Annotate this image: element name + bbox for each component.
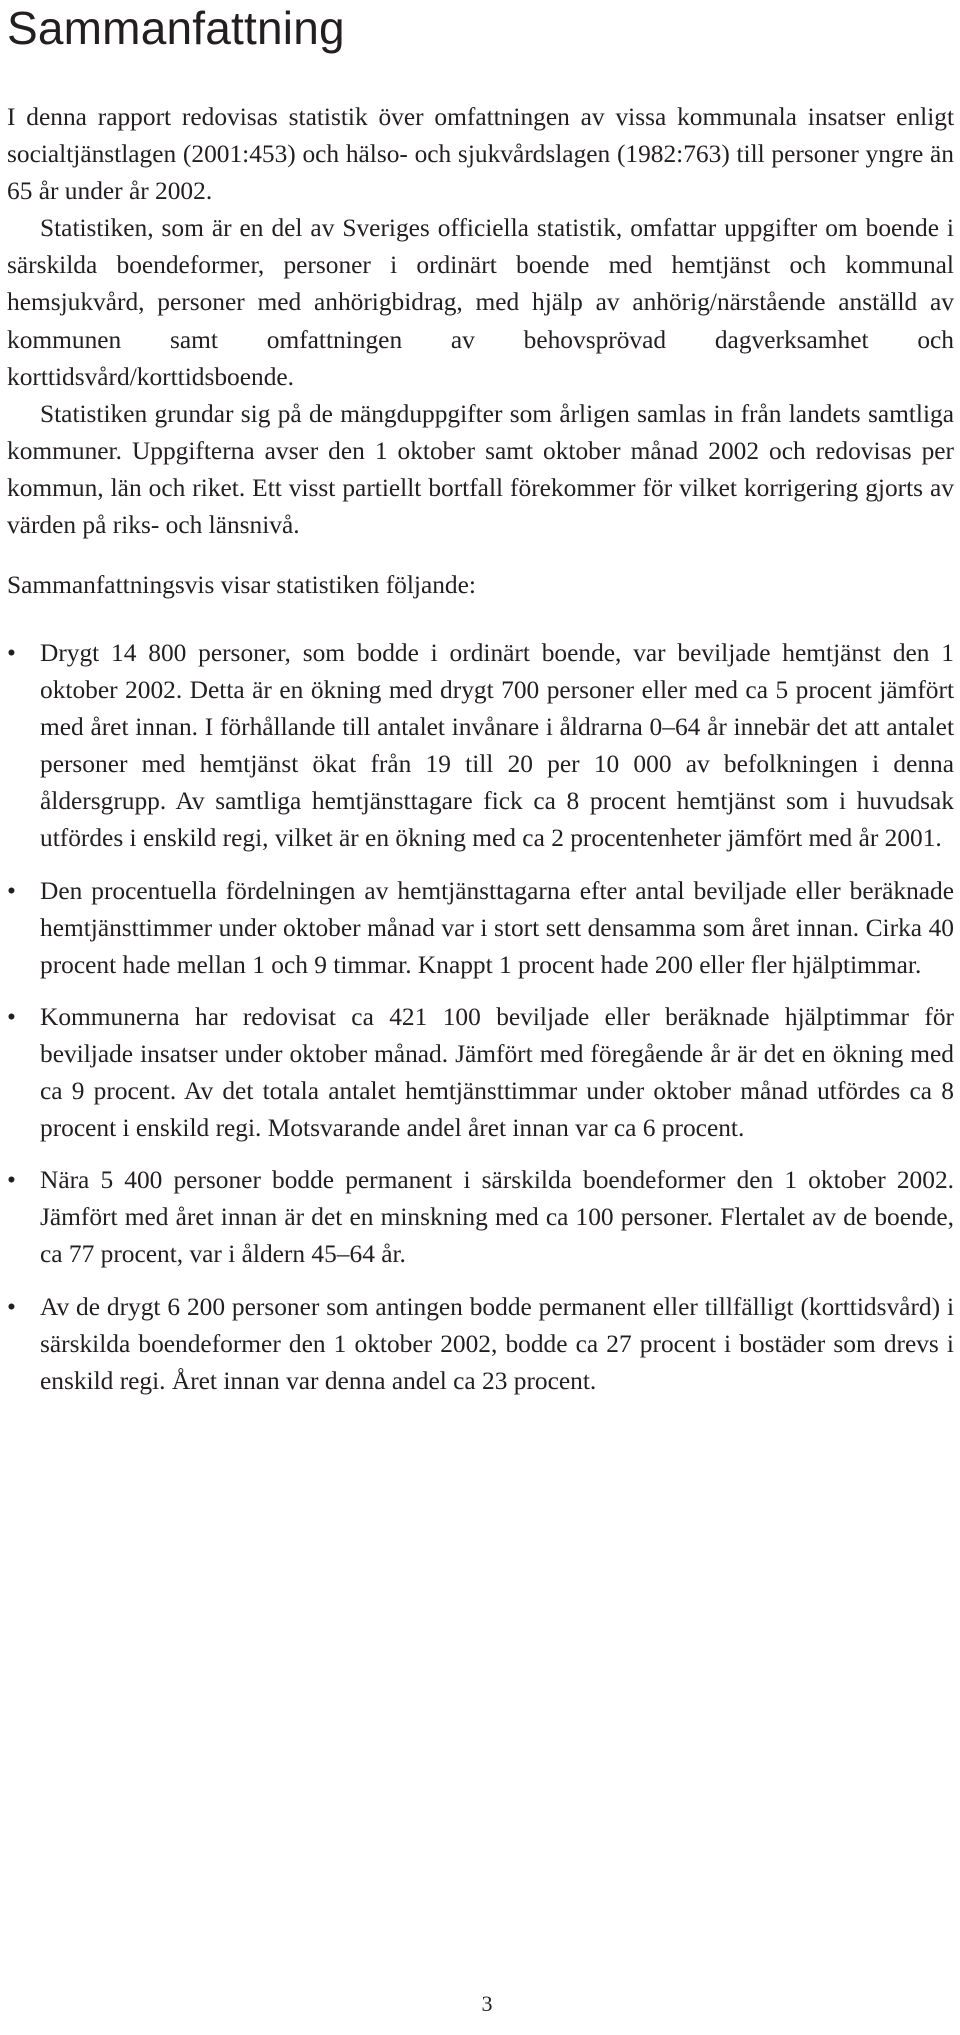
intro-paragraph: Statistiken grundar sig på de mängduppgifter som årligen samlas in från landets samtliga kommuner. Uppgifterna avser den 1 oktober samt oktober månad 2002 och redovisas per kommun, län och riket. Ett visst partiellt bortfall förekommer för vilket korrigering gjorts av värden på riks- och länsnivå.: [7, 399, 954, 540]
list-item: [0, 1289, 960, 1400]
intro-paragraph: I denna rapport redovisas statistik över omfattningen av vissa kommunala insatser enligt socialtjänstlagen (2001:453) och hälso- och sjukvårdslagen (1982:763) till personer yngre än 65 år under år 2002.: [7, 103, 954, 206]
bullet-text: Den procentuella fördelningen av hemtjänsttagarna efter antal beviljade eller beräknade hemtjänsttimmer under oktober månad var i stort sett densamma som året innan. Cirka 40 procent hade mellan 1 och 9 timmar. Knappt 1 procent hade 200 eller fler hjälptimmar.: [40, 876, 954, 979]
bullet-icon: •: [7, 1292, 16, 1321]
page-number: 3: [481, 1991, 493, 2016]
list-item: [0, 873, 960, 984]
list-item: [0, 635, 960, 858]
bullet-text: Drygt 14 800 personer, som bodde i ordinärt boende, var beviljade hemtjänst den 1 oktober 2002. Detta är en ökning med drygt 700 personer eller med ca 5 procent jämfört med året innan. I förhållande till antalet invånare i åldrarna 0–64 år innebär det att antalet personer med hemtjänst ökat från 19 till 20 per 10 000 av befolkningen i denna åldersgrupp. Av samtliga hemtjänsttagare fick ca 8 procent hemtjänst som i huvudsak utfördes i enskild regi, vilket är en ökning med ca 2 procentenheter jämfört med år 2001.: [40, 639, 954, 853]
bullet-text: Kommunerna har redovisat ca 421 100 beviljade eller beräknade hjälptimmar för beviljade insatser under oktober månad. Jämfört med föregående år är det en ökning med ca 9 procent. Av det totala antalet hemtjänsttimmar under oktober månad utfördes ca 8 procent i enskild regi. Motsvarande andel året innan var ca 6 procent.: [40, 1002, 954, 1143]
bullet-icon: •: [7, 876, 16, 905]
list-item: [0, 1162, 960, 1273]
bullet-icon: •: [7, 1002, 16, 1031]
bullet-icon: •: [7, 1166, 16, 1195]
summary-bullet-list: [0, 635, 960, 1415]
bullet-text: Av de drygt 6 200 personer som antingen bodde permanent eller tillfälligt (korttidsvård) i särskilda boendeformer den 1 oktober 2002, bodde ca 27 procent i bostäder som drevs i enskild regi. Året innan var denna andel ca 23 procent.: [40, 1292, 954, 1395]
summary-intro: Sammanfattningsvis visar statistiken följande:: [7, 571, 476, 599]
intro-text-block: [7, 99, 954, 544]
bullet-icon: •: [7, 639, 16, 667]
page-title: Sammanfattning: [7, 2, 345, 54]
bullet-text: Nära 5 400 personer bodde permanent i särskilda boendeformer den 1 oktober 2002. Jämfört med året innan är det en minskning med ca 100 personer. Flertalet av de boende, ca 77 procent, var i åldern 45–64 år.: [40, 1166, 954, 1269]
list-item: [0, 999, 960, 1147]
intro-paragraph: Statistiken, som är en del av Sveriges officiella statistik, omfattar uppgifter om boende i särskilda boendeformer, personer i ordinärt boende med hemtjänst och kommunal hemsjukvård, personer med anhörigbidrag, med hjälp av anhörig/närstående anställd av kommunen samt omfattningen av behovsprövad dagverksamhet och korttidsvård/korttidsboende.: [7, 214, 954, 391]
